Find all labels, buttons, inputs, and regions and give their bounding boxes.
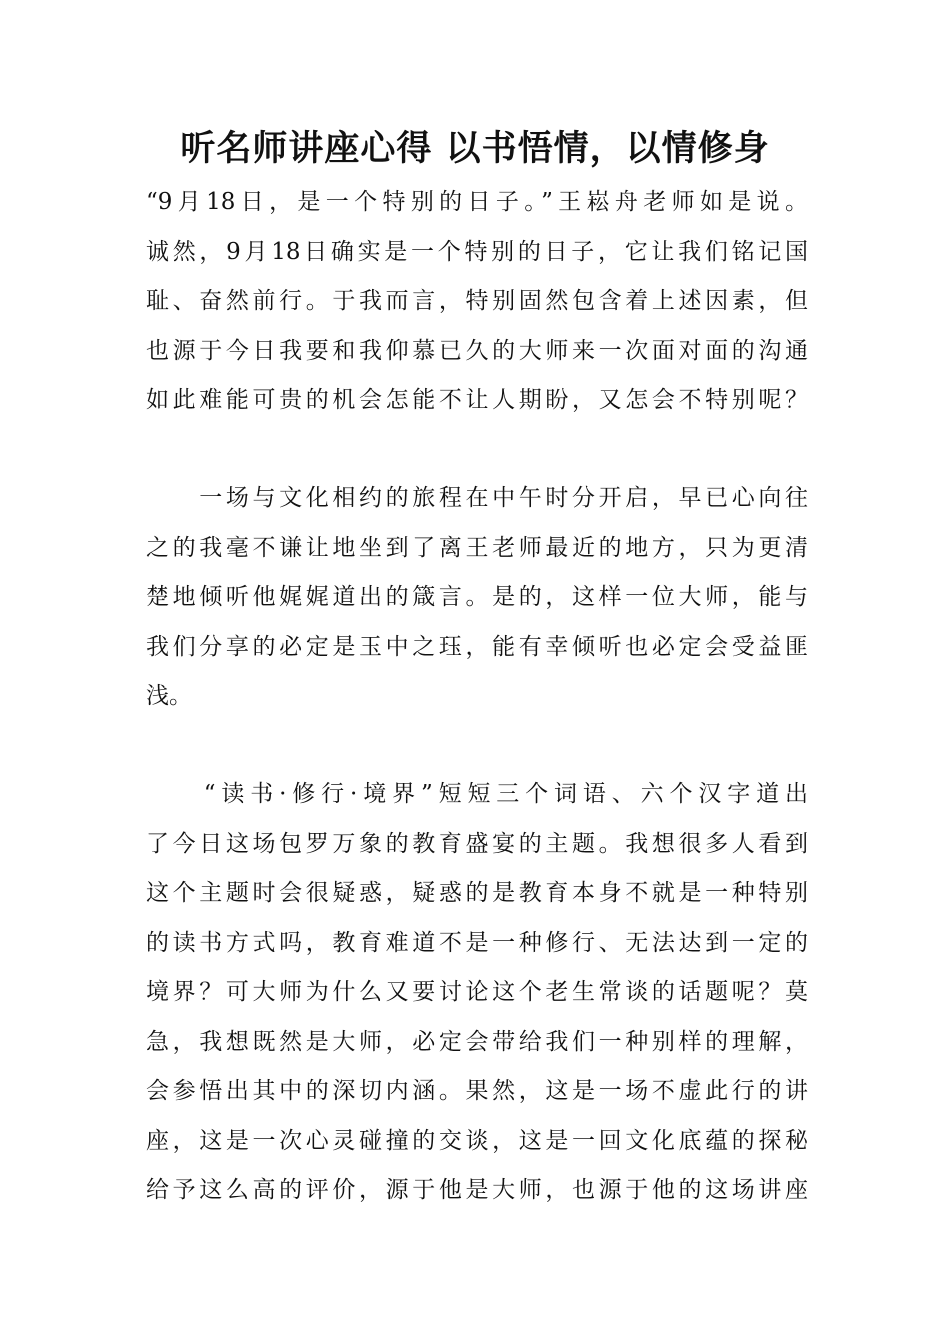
paragraph-line: 耻、奋然前行。于我而言，特别固然包含着上述因素，但 [146,288,808,314]
paragraph-line: 境界？可大师为什么又要讨论这个老生常谈的话题呢？莫 [146,979,808,1005]
paragraph-line: 如此难能可贵的机会怎能不让人期盼，又怎会不特别呢？ [146,387,808,413]
paragraph-line: 了今日这场包罗万象的教育盛宴的主题。我想很多人看到 [146,830,808,857]
paragraph-line: 一场与文化相约的旅程在中午时分开启，早已心向往 [146,485,808,511]
paragraph-line: 之的我毫不谦让地坐到了离王老师最近的地方，只为更清 [146,534,808,561]
paragraph-line: 急，我想既然是大师，必定会带给我们一种别样的理解， [146,1028,808,1055]
paragraph-line: 浅。 [146,683,192,709]
paragraph-line: 给予这么高的评价，源于他是大师，也源于他的这场讲座 [146,1177,808,1203]
paragraph-1 [146,178,808,426]
paragraph-line: 这个主题时会很疑惑，疑惑的是教育本身不就是一种特别 [146,880,808,906]
paragraph-3 [146,770,808,1216]
paragraph-line: 诚然，9月18日确实是一个特别的日子，它让我们铭记国 [146,238,808,265]
paragraph-line: 会参悟出其中的深切内涵。果然，这是一场不虚此行的讲 [146,1078,808,1104]
paragraph-line: “9月18日，是一个特别的日子。”王崧舟老师如是说。 [146,189,808,215]
paragraph-line: 我们分享的必定是玉中之珏，能有幸倾听也必定会受益匪 [146,633,808,660]
paragraph-line: 也源于今日我要和我仰慕已久的大师来一次面对面的沟通 [146,337,808,364]
paragraph-line: “读书·修行·境界”短短三个词语、六个汉字道出 [146,781,808,807]
document-title: 听名师讲座心得 以书悟情，以情修身 [180,129,770,169]
paragraph-line: 楚地倾听他娓娓道出的箴言。是的，这样一位大师，能与 [146,584,808,610]
paragraph-line: 座，这是一次心灵碰撞的交谈，这是一回文化底蕴的探秘 [146,1127,808,1154]
paragraph-line: 的读书方式吗，教育难道不是一种修行、无法达到一定的 [146,929,808,956]
paragraph-2 [146,474,808,722]
